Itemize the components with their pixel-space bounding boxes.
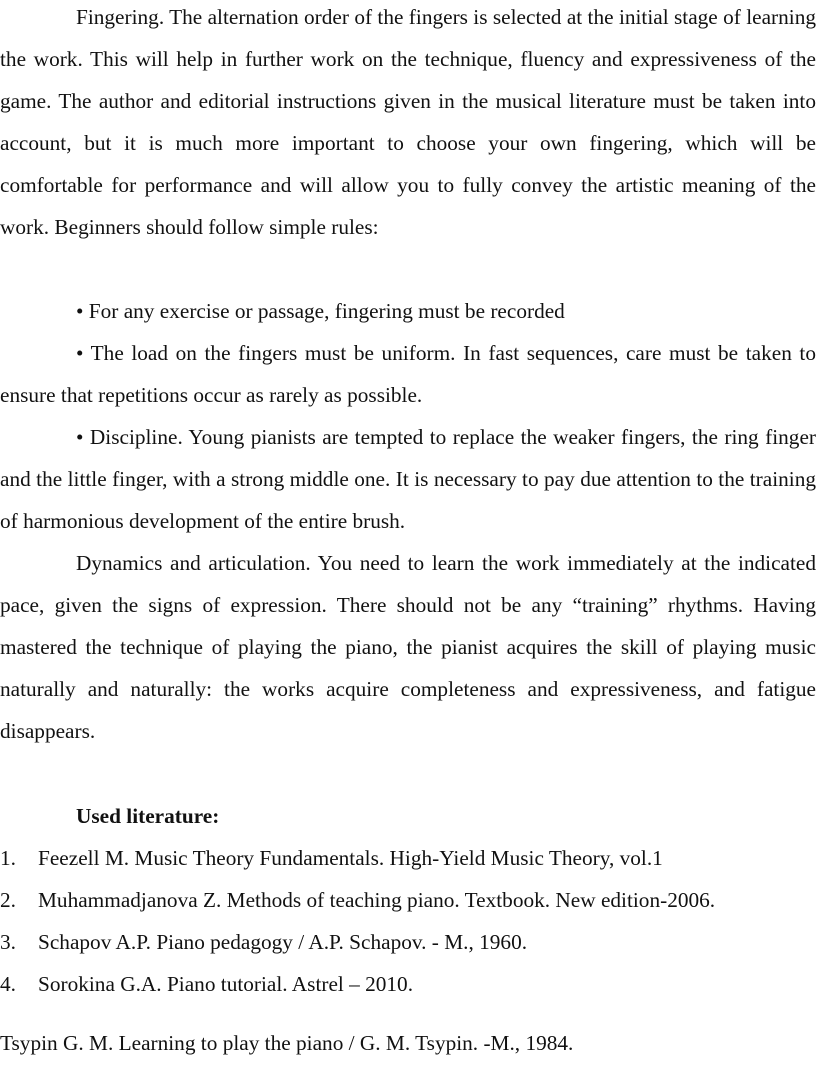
literature-item-text: Feezell M. Music Theory Fundamentals. High-Yield Music Theory, vol.1	[38, 846, 663, 870]
paragraph-fingering: Fingering. The alternation order of the fingers is selected at the initial stage of learning the work. This will help in further work on the technique, fluency and expressiveness of the game. The author and editorial instructions given in the musical literature must be taken into account, but it is much more important to choose your own fingering, which will be comfortable for performance and will allow you to fully convey the artistic meaning of the work. Beginners should follow simple rules:	[0, 5, 816, 239]
literature-item	[0, 963, 816, 1005]
literature-item-text: Schapov A.P. Piano pedagogy / A.P. Schapov. - M., 1960.	[38, 930, 528, 954]
literature-item-number: 4.	[0, 972, 16, 996]
literature-item	[0, 837, 816, 879]
literature-list	[0, 837, 816, 1005]
literature-item	[0, 879, 816, 921]
literature-unnumbered-entry: Tsypin G. M. Learning to play the piano / G. M. Tsypin. -M., 1984.	[0, 1031, 574, 1055]
literature-item-number: 1.	[0, 846, 16, 870]
literature-heading: Used literature:	[76, 804, 220, 828]
literature-item-number: 2.	[0, 888, 16, 912]
bullet-recorded-fingering: • For any exercise or passage, fingering must be recorded	[76, 299, 565, 323]
bullet-discipline: • Discipline. Young pianists are tempted to replace the weaker fingers, the ring finger and the little finger, with a strong middle one. It is necessary to pay due attention to the training of harmonious development of the entire brush.	[0, 425, 816, 533]
literature-item	[0, 921, 816, 963]
literature-item-text: Sorokina G.A. Piano tutorial. Astrel – 2010.	[38, 972, 414, 996]
paragraph-dynamics: Dynamics and articulation. You need to learn the work immediately at the indicated pace, given the signs of expression. There should not be any “training” rhythms. Having mastered the technique of playing the piano, the pianist acquires the skill of playing music naturally and naturally: the works acquire completeness and expressiveness, and fatigue disappears.	[0, 551, 816, 743]
literature-item-number: 3.	[0, 930, 16, 954]
bullet-uniform-load: • The load on the fingers must be uniform. In fast sequences, care must be taken to ensure that repetitions occur as rarely as possible.	[0, 341, 816, 407]
literature-item-text: Muhammadjanova Z. Methods of teaching piano. Textbook. New edition-2006.	[38, 888, 716, 912]
